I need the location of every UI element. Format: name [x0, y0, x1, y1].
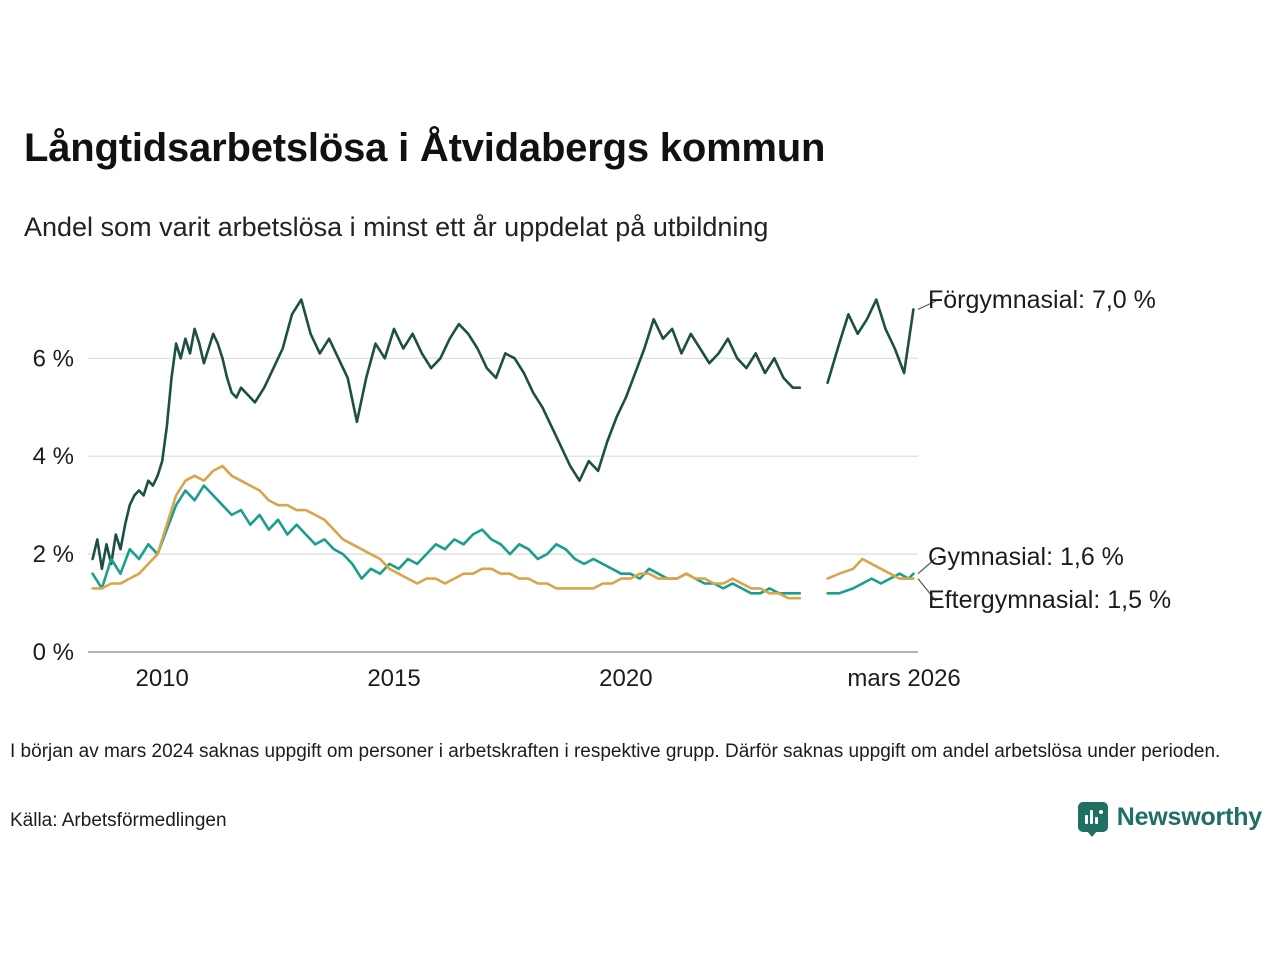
- chart-container: [0, 270, 1280, 700]
- x-axis-labels: [135, 665, 960, 692]
- svg-text:2 %: 2 %: [32, 541, 74, 569]
- svg-text:2015: 2015: [367, 665, 421, 692]
- footnote: I början av mars 2024 saknas uppgift om personer i arbetskraften i respektive grupp. Därför saknas uppgift om andel arbetslösa under perioden.: [10, 741, 1221, 762]
- grid-lines: [88, 358, 918, 652]
- series-label-gymnasial: Gymnasial: 1,6 %: [928, 543, 1124, 571]
- svg-text:6 %: 6 %: [32, 345, 74, 373]
- series-label-eftergymnasial: Eftergymnasial: 1,5 %: [928, 586, 1172, 614]
- svg-text:4 %: 4 %: [32, 443, 74, 471]
- page-title: Långtidsarbetslösa i Åtvidabergs kommun: [24, 126, 826, 170]
- line-chart: [0, 270, 1280, 700]
- page-subtitle: Andel som varit arbetslösa i minst ett år uppdelat på utbildning: [24, 212, 769, 242]
- svg-text:0 %: 0 %: [32, 639, 74, 666]
- svg-text:2010: 2010: [135, 665, 189, 692]
- series-lines: [93, 300, 914, 599]
- brand-logo: [1078, 802, 1262, 832]
- newsworthy-logo-icon: [1078, 802, 1108, 832]
- source-note: Källa: Arbetsförmedlingen: [10, 810, 227, 831]
- svg-text:mars 2026: mars 2026: [847, 665, 961, 692]
- y-axis-labels: [33, 345, 74, 666]
- svg-text:2020: 2020: [599, 665, 653, 692]
- series-label-forgymnasial: Förgymnasial: 7,0 %: [928, 286, 1156, 314]
- brand-name: Newsworthy: [1116, 802, 1262, 831]
